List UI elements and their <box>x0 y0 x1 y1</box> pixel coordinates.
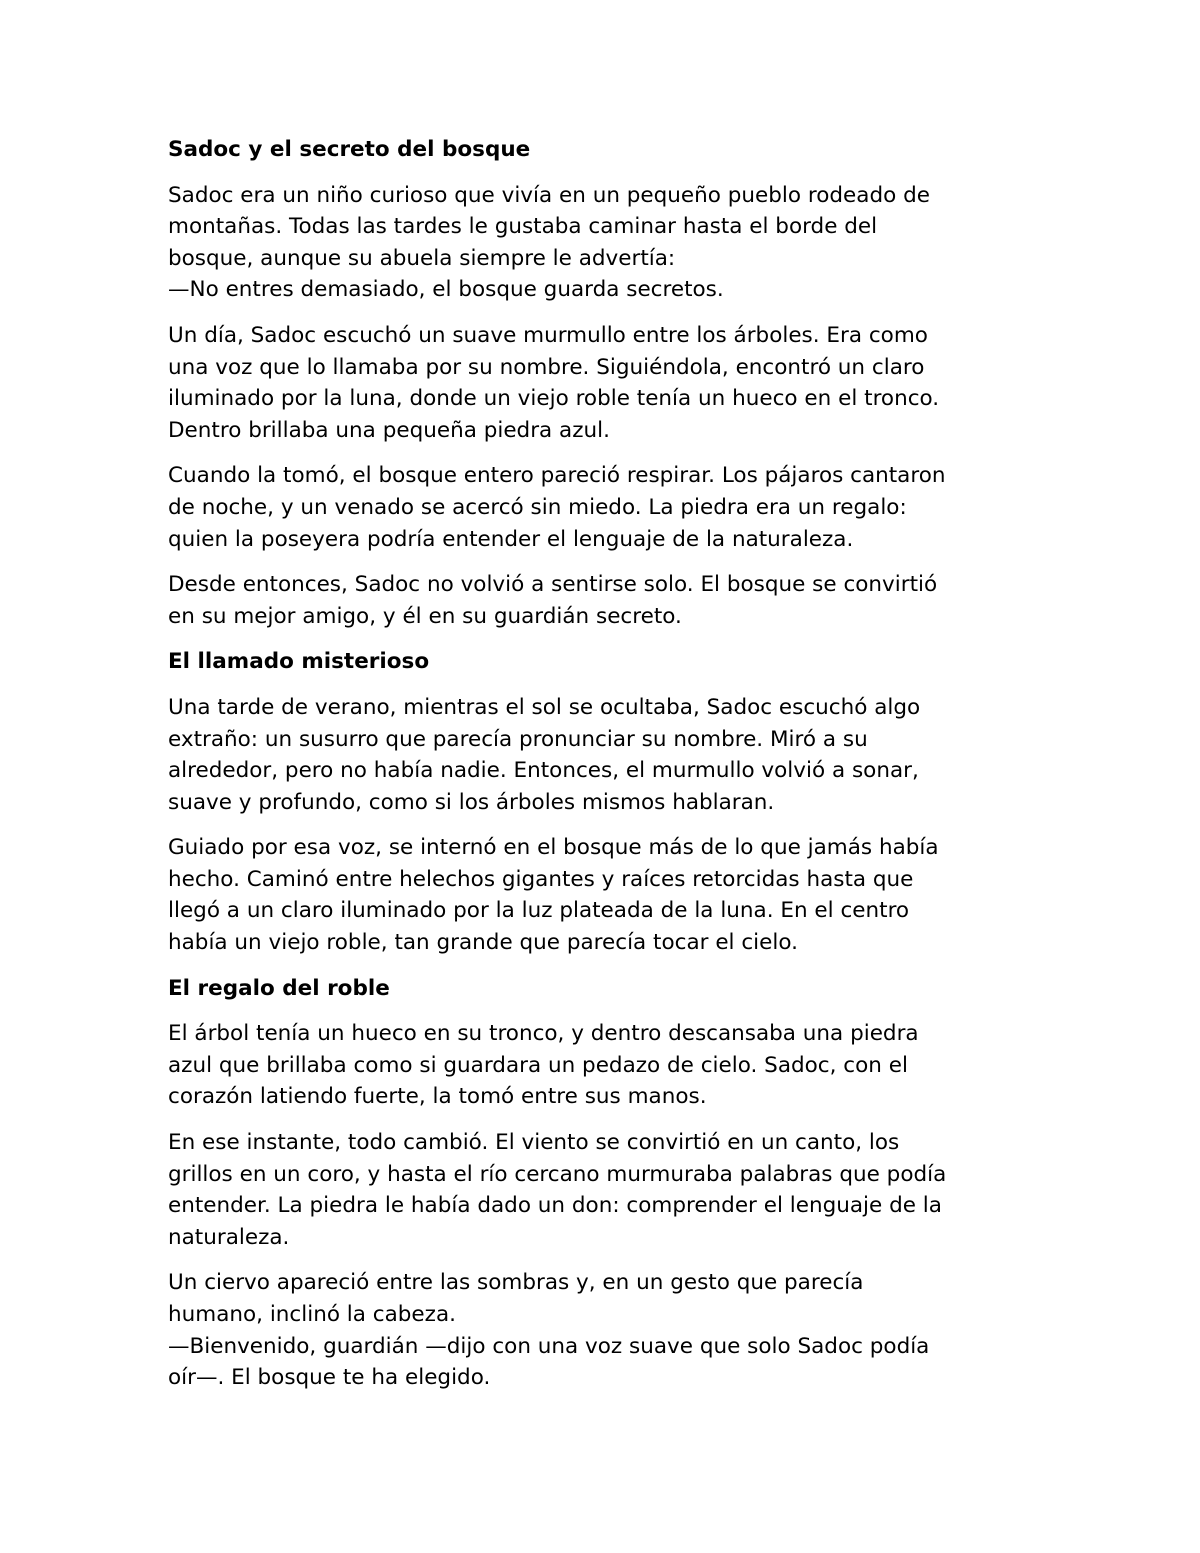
text-line: llegó a un claro iluminado por la luz plateada de la luna. En el centro <box>168 898 910 924</box>
text-line: naturaleza. <box>168 1224 290 1250</box>
text-line: Un día, Sadoc escuchó un suave murmullo entre los árboles. Era como <box>168 322 928 348</box>
text-line: Desde entonces, Sadoc no volvió a sentirse solo. El bosque se convirtió <box>168 572 938 598</box>
section-heading-llamado: El llamado misterioso <box>168 649 430 675</box>
text-line: Sadoc era un niño curioso que vivía en un pequeño pueblo rodeado de <box>168 182 930 208</box>
text-line: En ese instante, todo cambió. El viento se convirtió en un canto, los <box>168 1130 900 1156</box>
text-line: entender. La piedra le había dado un don: comprender el lenguaje de la <box>168 1193 942 1219</box>
document-page <box>168 134 1038 1408</box>
text-line: iluminado por la luna, donde un viejo roble tenía un hueco en el tronco. <box>168 386 940 412</box>
text-line: montañas. Todas las tardes le gustaba caminar hasta el borde del <box>168 214 878 240</box>
paragraph-intro-4 <box>168 569 1038 632</box>
text-line: bosque, aunque su abuela siempre le advertía: <box>168 245 676 271</box>
paragraph-regalo-1 <box>168 1018 1038 1113</box>
text-line: humano, inclinó la cabeza. <box>168 1302 456 1327</box>
text-line: —No entres demasiado, el bosque guarda secretos. <box>168 277 724 303</box>
text-line: había un viejo roble, tan grande que parecía tocar el cielo. <box>168 930 798 956</box>
text-line: azul que brillaba como si guardara un pedazo de cielo. Sadoc, con el <box>168 1052 908 1078</box>
text-line: Un ciervo apareció entre las sombras y, en un gesto que parecía <box>168 1270 864 1296</box>
text-line: —Bienvenido, guardián —dijo con una voz suave que solo Sadoc podía <box>168 1333 930 1359</box>
paragraph-regalo-2 <box>168 1127 1038 1253</box>
text-line: corazón latiendo fuerte, la tomó entre sus manos. <box>168 1084 707 1110</box>
paragraph-intro-2 <box>168 320 1038 446</box>
document-title: Sadoc y el secreto del bosque <box>168 137 531 162</box>
section-heading-regalo: El regalo del roble <box>168 975 390 1001</box>
text-line: Guiado por esa voz, se internó en el bosque más de lo que jamás había <box>168 835 939 861</box>
paragraph-intro-1 <box>168 180 1038 306</box>
text-line: Dentro brillaba una pequeña piedra azul. <box>168 417 610 443</box>
paragraph-llamado-1 <box>168 692 1038 818</box>
text-line: una voz que lo llamaba por su nombre. Siguiéndola, encontró un claro <box>168 354 925 380</box>
text-line: Una tarde de verano, mientras el sol se ocultaba, Sadoc escuchó algo <box>168 694 921 720</box>
paragraph-intro-3 <box>168 460 1038 555</box>
text-line: suave y profundo, como si los árboles mismos hablaran. <box>168 789 775 815</box>
text-line: oír—. El bosque te ha elegido. <box>168 1365 491 1391</box>
text-line: grillos en un coro, y hasta el río cercano murmuraba palabras que podía <box>168 1161 947 1187</box>
text-line: alrededor, pero no había nadie. Entonces, el murmullo volvió a sonar, <box>168 758 919 784</box>
text-line: en su mejor amigo, y él en su guardián secreto. <box>168 603 682 629</box>
text-line: quien la poseyera podría entender el lenguaje de la naturaleza. <box>168 526 854 552</box>
text-line: Cuando la tomó, el bosque entero pareció respirar. Los pájaros cantaron <box>168 463 946 489</box>
text-line: hecho. Caminó entre helechos gigantes y raíces retorcidas hasta que <box>168 866 914 892</box>
text-line: de noche, y un venado se acercó sin miedo. La piedra era un regalo: <box>168 494 907 520</box>
text-line: El árbol tenía un hueco en su tronco, y dentro descansaba una piedra <box>168 1021 919 1047</box>
text-line: extraño: un susurro que parecía pronunciar su nombre. Miró a su <box>168 726 868 752</box>
paragraph-llamado-2 <box>168 832 1038 958</box>
paragraph-regalo-3 <box>168 1267 1038 1393</box>
